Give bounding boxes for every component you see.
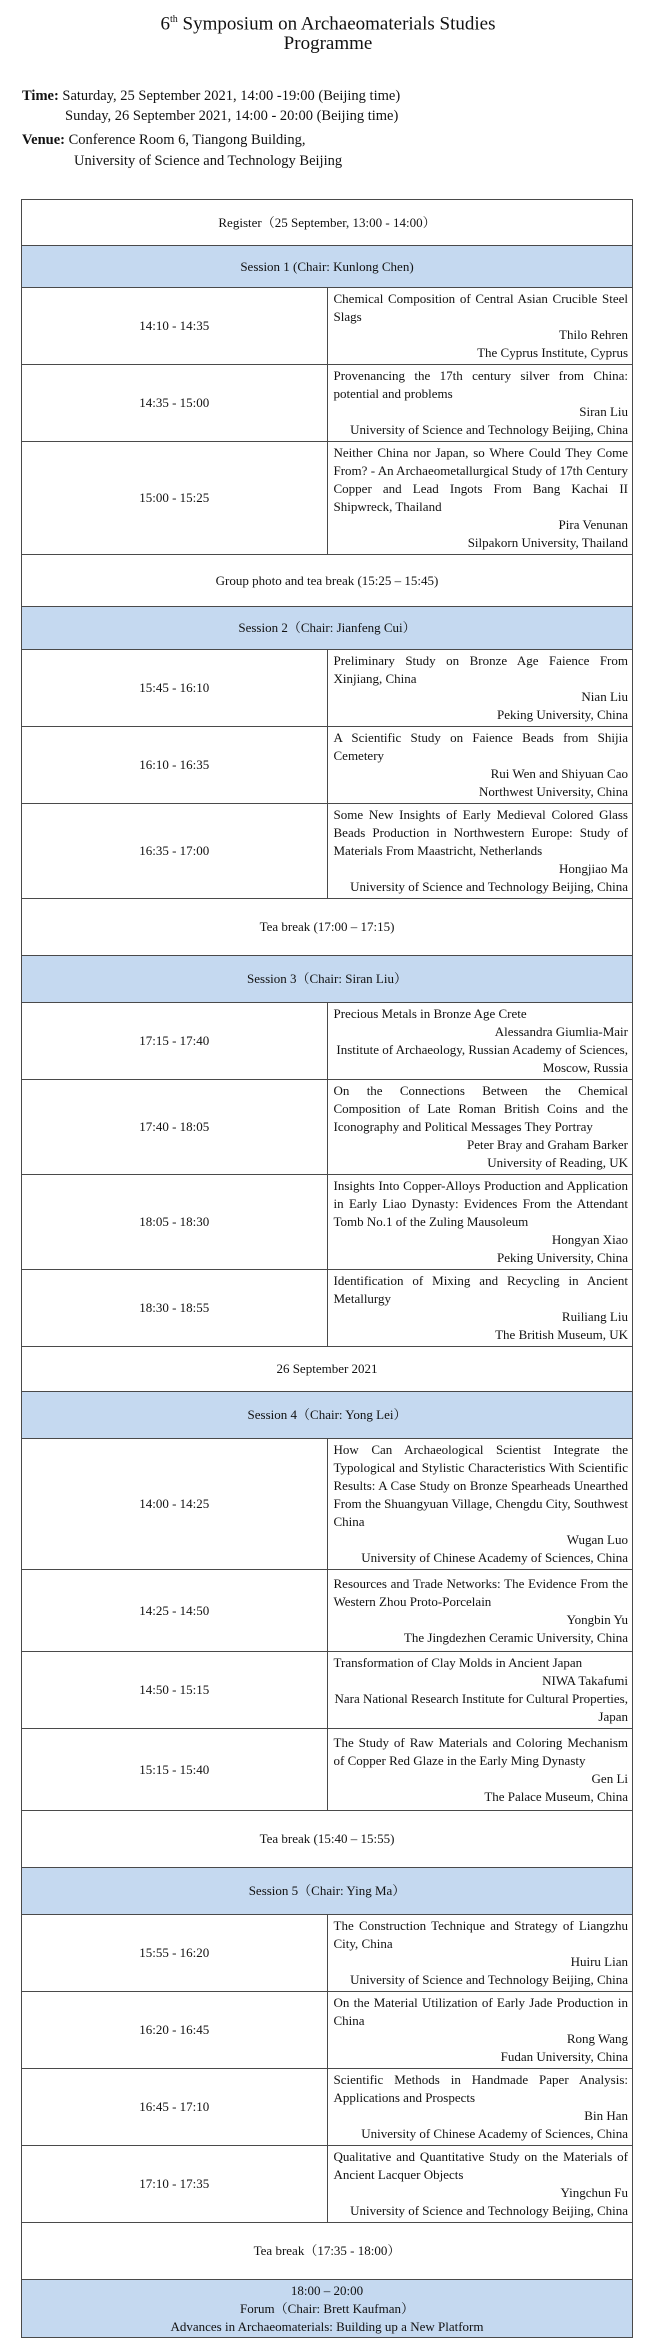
talk-row: [22, 288, 633, 365]
talk-row: [22, 727, 633, 804]
session-4-header: Session 4（Chair: Yong Lei）: [22, 1392, 633, 1439]
talk-time: 15:55 - 16:20: [22, 1915, 328, 1992]
break-row: Group photo and tea break (15:25 – 15:45): [22, 555, 633, 607]
talk-details: [327, 1003, 633, 1080]
talk-title: Precious Metals in Bronze Age Crete: [333, 1006, 527, 1021]
time-label: Time:: [22, 88, 59, 104]
talk-row: [22, 1439, 633, 1570]
talk-row: [22, 2069, 633, 2146]
talk-row: [22, 1729, 633, 1811]
talk-author: Nian Liu: [581, 689, 628, 704]
forum-label: Forum（Chair: Brett Kaufman）: [239, 2300, 415, 2316]
talk-time: 14:50 - 15:15: [22, 1652, 328, 1729]
time-line-1: [22, 86, 400, 106]
talk-details: [327, 1439, 633, 1570]
talk-time: 18:30 - 18:55: [22, 1270, 328, 1347]
talk-time: 17:15 - 17:40: [22, 1003, 328, 1080]
talk-row: [22, 1652, 633, 1729]
talk-time: 15:15 - 15:40: [22, 1729, 328, 1811]
talk-title: Chemical Composition of Central Asian Crucible Steel Slags: [333, 291, 628, 324]
talk-author: Ruiliang Liu: [561, 1309, 628, 1324]
talk-title: Insights Into Copper-Alloys Production and Application in Early Liao Dynasty: Evidences From the Attendant Tomb No.1 of the Zuling Mausoleum: [333, 1178, 628, 1229]
talk-affiliation: University of Science and Technology Beijing, China: [350, 879, 628, 894]
programme-table: [21, 199, 633, 2338]
talk-time: 14:35 - 15:00: [22, 365, 328, 442]
talk-affiliation: Peking University, China: [497, 1250, 628, 1265]
talk-affiliation: The Jingdezhen Ceramic University, China: [403, 1629, 628, 1645]
talk-time: 18:05 - 18:30: [22, 1175, 328, 1270]
talk-author: Wugan Luo: [566, 1532, 628, 1547]
talk-time: 16:20 - 16:45: [22, 1992, 328, 2069]
talk-row: [22, 1080, 633, 1175]
talk-author: Rui Wen and Shiyuan Cao: [490, 766, 628, 781]
talk-details: [327, 442, 633, 555]
talk-affiliation: Fudan University, China: [500, 2049, 628, 2064]
talk-details: [327, 1270, 633, 1347]
talk-author: Bin Han: [584, 2108, 628, 2123]
session-3-header: Session 3（Chair: Siran Liu）: [22, 956, 633, 1003]
venue-line-1: [22, 130, 305, 150]
talk-row: [22, 1175, 633, 1270]
talk-affiliation: Silpakorn University, Thailand: [467, 535, 628, 550]
talk-time: 14:25 - 14:50: [22, 1570, 328, 1652]
talk-title: Neither China nor Japan, so Where Could They Come From? - An Archaeometallurgical Study of 17th Century Copper and Lead Ingots From Bang Kachai II Shipwreck, Thailand: [333, 445, 628, 514]
talk-time: 17:10 - 17:35: [22, 2146, 328, 2223]
talk-details: [327, 727, 633, 804]
talk-affiliation: University of Science and Technology Beijing, China: [350, 1972, 628, 1987]
talk-affiliation: University of Chinese Academy of Sciences, China: [361, 2126, 628, 2141]
talk-title: On the Connections Between the Chemical Composition of Late Roman British Coins and the Iconography and Political Messages They Portray: [333, 1083, 628, 1134]
talk-title: Transformation of Clay Molds in Ancient Japan: [333, 1655, 583, 1670]
day-2-row: 26 September 2021: [22, 1347, 633, 1392]
talk-title: Provenancing the 17th century silver from China: potential and problems: [333, 368, 628, 401]
talk-title: How Can Archaeological Scientist Integrate the Typological and Stylistic Characteristics With Scientific Results: A Case Study on Bronze Spearheads Unearthed From the Shuangyuan Village, Chengdu City, Southwest China: [333, 1442, 628, 1529]
talk-title: On the Material Utilization of Early Jade Production in China: [333, 1995, 628, 2028]
forum-row: [22, 2280, 633, 2338]
break-row: Tea break（17:35 - 18:00）: [22, 2223, 633, 2280]
talk-author: Rong Wang: [566, 2031, 628, 2046]
talk-row: [22, 1003, 633, 1080]
talk-affiliation: Northwest University, China: [479, 784, 628, 799]
talk-row: [22, 1270, 633, 1347]
talk-details: [327, 1570, 633, 1652]
talk-details: [327, 1992, 633, 2069]
talk-details: [327, 1652, 633, 1729]
break-row: Tea break (17:00 – 17:15): [22, 899, 633, 956]
talk-title: The Study of Raw Materials and Coloring Mechanism of Copper Red Glaze in the Early Ming Dynasty: [333, 1734, 628, 1768]
talk-affiliation: Institute of Archaeology, Russian Academy of Sciences, Moscow, Russia: [336, 1042, 628, 1075]
talk-row: [22, 1570, 633, 1652]
venue-label: Venue:: [22, 132, 65, 148]
talk-details: [327, 1080, 633, 1175]
talk-affiliation: University of Science and Technology Beijing, China: [350, 422, 628, 437]
talk-author: Pira Venunan: [558, 517, 628, 532]
talk-author: Alessandra Giumlia-Mair: [494, 1024, 628, 1039]
talk-row: [22, 1992, 633, 2069]
talk-details: [327, 2146, 633, 2223]
talk-title: Resources and Trade Networks: The Evidence From the Western Zhou Proto-Porcelain: [333, 1575, 628, 1609]
talk-details: [327, 650, 633, 727]
title-superscript: th: [170, 14, 178, 25]
break-row: Tea break (15:40 – 15:55): [22, 1811, 633, 1868]
talk-title: The Construction Technique and Strategy of Liangzhu City, China: [333, 1918, 628, 1951]
talk-affiliation: Peking University, China: [497, 707, 628, 722]
talk-affiliation: University of Chinese Academy of Sciences, China: [361, 1550, 628, 1565]
talk-author: Peter Bray and Graham Barker: [467, 1137, 628, 1152]
time-value-1: Saturday, 25 September 2021, 14:00 -19:00 (Beijing time): [62, 88, 401, 104]
forum-topic: Advances in Archaeomaterials: Building up a New Platform: [170, 2318, 484, 2334]
time-value-2: Sunday, 26 September 2021, 14:00 - 20:00 (Beijing time): [65, 108, 399, 124]
talk-time: 16:10 - 16:35: [22, 727, 328, 804]
page-subtitle: Programme: [283, 33, 373, 54]
talk-title: Scientific Methods in Handmade Paper Analysis: Applications and Prospects: [333, 2072, 628, 2105]
talk-author: Thilo Rehren: [559, 327, 628, 342]
talk-time: 16:35 - 17:00: [22, 804, 328, 899]
talk-author: Hongjiao Ma: [559, 861, 628, 876]
talk-time: 16:45 - 17:10: [22, 2069, 328, 2146]
talk-time: 17:40 - 18:05: [22, 1080, 328, 1175]
talk-row: [22, 650, 633, 727]
talk-details: [327, 365, 633, 442]
talk-affiliation: The Cyprus Institute, Cyprus: [477, 345, 628, 360]
talk-title: Some New Insights of Early Medieval Colored Glass Beads Production in Northwestern Europe: Study of Materials From Maastricht, Netherlands: [333, 807, 628, 858]
talk-details: [327, 1915, 633, 1992]
talk-row: [22, 365, 633, 442]
talk-details: [327, 1729, 633, 1811]
talk-author: Siran Liu: [579, 404, 628, 419]
venue-value-1: Conference Room 6, Tiangong Building,: [68, 132, 306, 148]
talk-title: Qualitative and Quantitative Study on the Materials of Ancient Lacquer Objects: [333, 2149, 628, 2182]
talk-time: 15:45 - 16:10: [22, 650, 328, 727]
talk-row: [22, 2146, 633, 2223]
title-text: Symposium on Archaeomaterials Studies: [177, 13, 496, 35]
talk-details: [327, 1175, 633, 1270]
register-row: Register（25 September, 13:00 - 14:00）: [22, 200, 633, 246]
venue-value-2: University of Science and Technology Beijing: [74, 153, 343, 169]
talk-details: [327, 288, 633, 365]
talk-author: Yongbin Yu: [566, 1611, 628, 1627]
talk-row: [22, 804, 633, 899]
session-1-header: Session 1 (Chair: Kunlong Chen): [22, 246, 633, 288]
talk-details: [327, 2069, 633, 2146]
talk-affiliation: University of Science and Technology Beijing, China: [350, 2203, 628, 2218]
talk-affiliation: University of Reading, UK: [487, 1155, 628, 1170]
talk-time: 15:00 - 15:25: [22, 442, 328, 555]
session-5-header: Session 5（Chair: Ying Ma）: [22, 1868, 633, 1915]
title-number: 6: [160, 13, 171, 35]
talk-time: 14:00 - 14:25: [22, 1439, 328, 1570]
talk-time: 14:10 - 14:35: [22, 288, 328, 365]
forum-time: 18:00 – 20:00: [290, 2282, 364, 2298]
talk-author: Yingchun Fu: [560, 2185, 628, 2200]
talk-author: Hongyan Xiao: [551, 1232, 628, 1247]
talk-affiliation: The Palace Museum, China: [484, 1788, 628, 1804]
talk-author: Huiru Lian: [570, 1954, 628, 1969]
talk-title: Preliminary Study on Bronze Age Faience From Xinjiang, China: [333, 653, 628, 686]
session-2-header: Session 2（Chair: Jianfeng Cui）: [22, 607, 633, 650]
talk-details: [327, 804, 633, 899]
talk-affiliation: Nara National Research Institute for Cultural Properties, Japan: [334, 1691, 628, 1724]
talk-title: Identification of Mixing and Recycling in Ancient Metallurgy: [333, 1273, 628, 1306]
talk-row: [22, 1915, 633, 1992]
talk-author: Gen Li: [591, 1770, 628, 1786]
talk-author: NIWA Takafumi: [542, 1673, 628, 1688]
talk-title: A Scientific Study on Faience Beads from Shijia Cemetery: [333, 730, 628, 763]
talk-affiliation: The British Museum, UK: [495, 1327, 628, 1342]
talk-row: [22, 442, 633, 555]
